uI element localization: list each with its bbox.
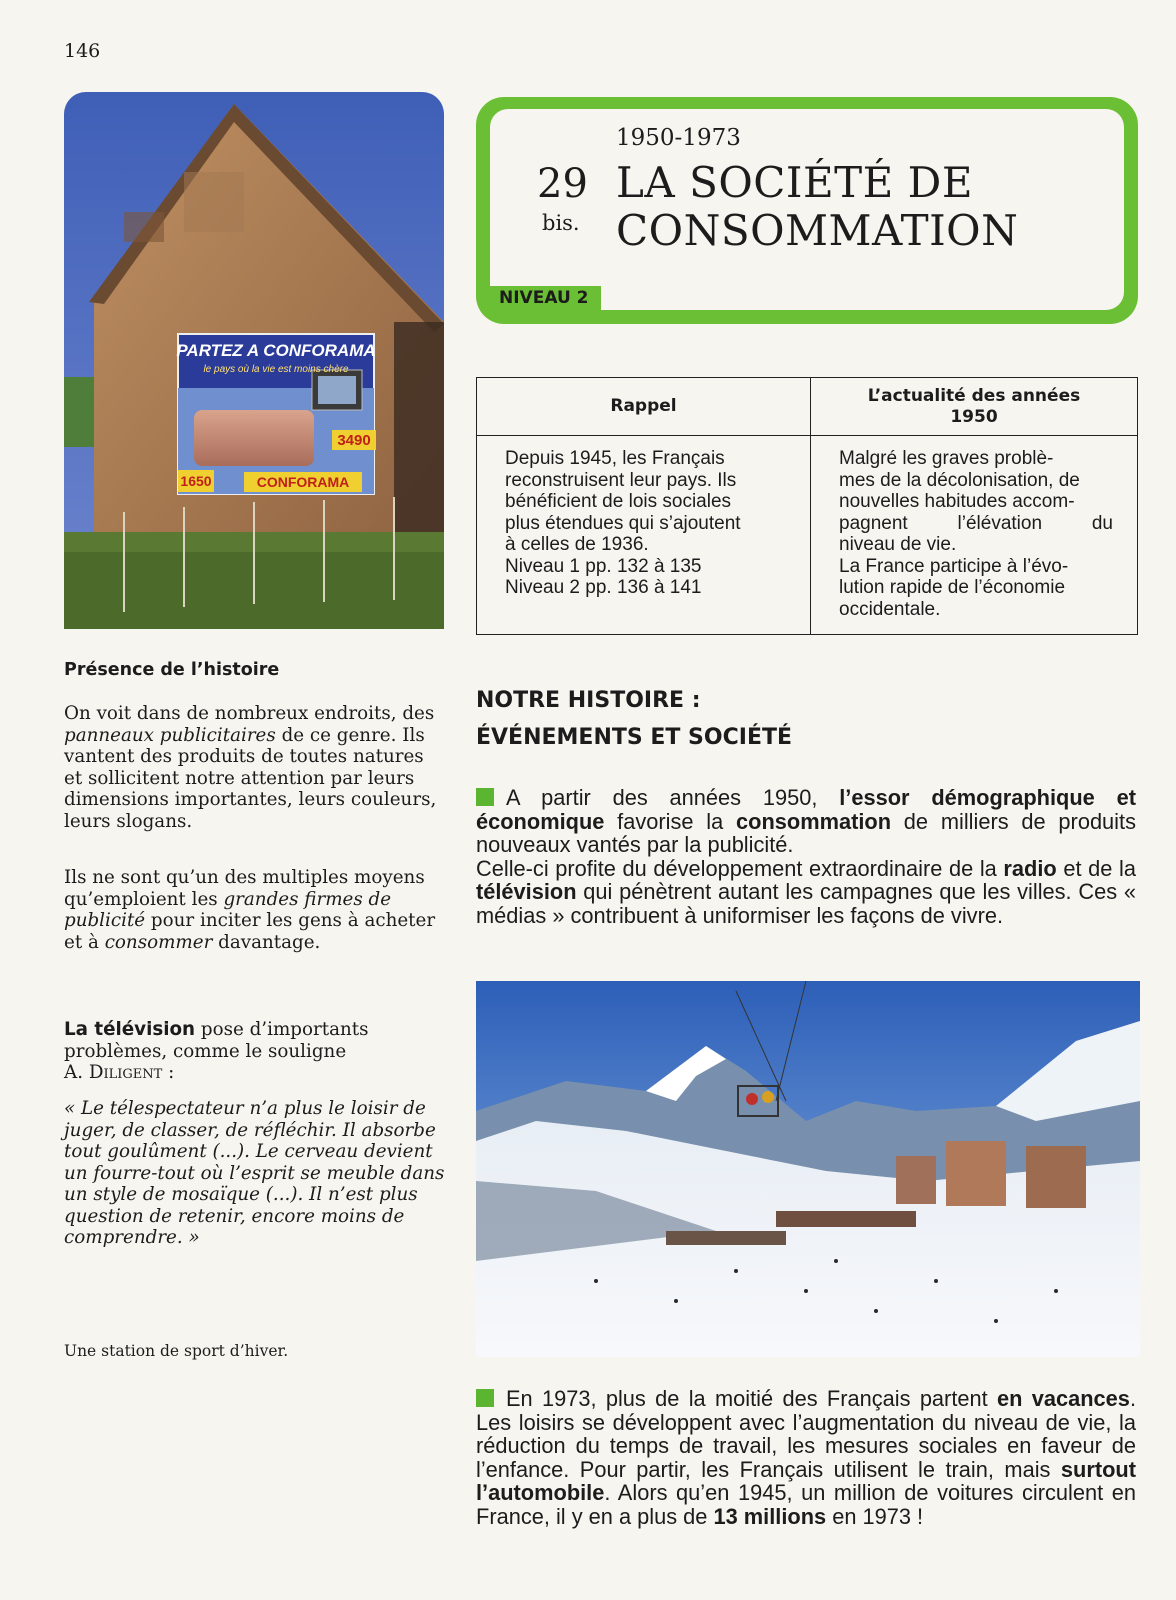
recap-table [476,377,1138,635]
quote-author: A. Diligent : [64,1062,175,1083]
billboard-headline: PARTEZ A CONFORAMA [176,341,376,360]
chapter-suffix: bis. [542,211,580,235]
recap-line: mes de la décolonisation, de [839,469,1080,491]
green-square-bullet [476,1389,494,1407]
recap-line: plus étendues qui s’ajoutent [505,512,741,534]
recap-line: niveau de vie. [839,534,957,555]
level-tag: NIVEAU 2 [490,286,601,310]
chapter-title [616,159,1136,255]
body-paragraph-consumption: A partir des années 1950, l’essor démographique et économique favorise la consommation de milliers de produits nouveaux vantés par la publicité. Celle-ci profite du développement extraordinaire de la radio et de la télévision qui pénètrent autant les campagnes que les villes. Ces « médias » contribuent à uniformiser les façons de vivre. [476,785,1136,928]
recap-line: bénéficient de lois sociales [505,491,732,512]
chapter-period: 1950-1973 [616,125,741,151]
recap-cell-rappel [505,448,786,599]
recap-ref-niveau-1: Niveau 1 pp. 132 à 135 [505,555,702,577]
green-square-bullet [476,788,494,806]
billboard-brand: CONFORAMA [256,474,350,490]
recap-header-actualite: L’actualité des années 1950 [811,378,1137,436]
tv-quote: « Le télespectateur n’a plus le loisir de juger, de classer, de réfléchir. Il absorbe tout goulûment (...). Le cerveau devient un fourre-tout où l’esprit se meuble dans un style de mosaïque (...). Il n’est plus question de retenir, encore moins de comprendre. » [64,1098,445,1248]
body-paragraph-vacations: En 1973, plus de la moitié des Français partent en vacances. Les loisirs se développent avec l’augmentation du niveau de vie, la réduction du temps de travail, les mesures sociales en faveur de l’enfance. Pour partir, les Français utilisent le train, mais surtout l’automobile. Alors qu’en 1945, un million de voitures circulent en France, il y en a plus de 13 millions en 1973 ! [476,1386,1136,1529]
chapter-title-line-1: LA SOCIÉTÉ DE [616,158,974,207]
section-title-line-2: ÉVÉNEMENTS ET SOCIÉTÉ [476,725,793,750]
price-3490: 3490 [337,432,371,449]
recap-line: La France participe à l’évo- [839,555,1069,577]
section-title-line-1: NOTRE HISTOIRE : [476,688,701,713]
recap-line: reconstruisent leur pays. Ils [505,469,737,491]
ski-photo-caption: Une station de sport d’hiver. [64,1342,289,1360]
recap-line: nouvelles habitudes accom- [839,491,1075,512]
recap-line: Depuis 1945, les Français [505,448,725,469]
price-1650: 1650 [180,473,212,489]
tv-intro: La télévision pose d’importants problèmes, comme le souligne A. Diligent : [64,1019,369,1083]
billboard-slogan: le pays où la vie est moins chère [203,364,349,375]
recap-line: pagnent l’élévation du [839,512,1113,534]
recap-line: lution rapide de l’économie [839,577,1066,598]
recap-cell-actualite [839,448,1113,620]
recap-line: à celles de 1936. [505,534,649,555]
presence-paragraph-1: On voit dans de nombreux endroits, des panneaux publicitaires de ce genre. Ils vantent des produits de toutes natures et sollicitent notre attention par leurs dimensions importantes, leurs couleurs, leurs slogans. [64,703,437,832]
chapter-number: 29 [537,161,588,207]
ski-resort-photo [476,981,1140,1357]
recap-line: occidentale. [839,598,941,620]
billboard [176,334,376,494]
presence-paragraph-2: Ils ne sont qu’un des multiples moyens qu’emploient les grandes firmes de publicité pour inciter les gens à acheter et à consommer davantage. [64,867,436,953]
recap-column-rappel [477,378,811,634]
section-title [476,682,792,756]
presence-title: Présence de l’histoire [64,660,280,680]
recap-column-actualite [811,378,1137,634]
page-number: 146 [64,40,101,62]
barn-billboard-photo [64,92,444,629]
chapter-header [476,97,1138,324]
recap-ref-niveau-2: Niveau 2 pp. 136 à 141 [505,577,702,598]
recap-line: Malgré les graves problè- [839,448,1054,469]
chapter-title-line-2: CONSOMMATION [616,206,1019,255]
recap-header-rappel: Rappel [477,378,810,436]
